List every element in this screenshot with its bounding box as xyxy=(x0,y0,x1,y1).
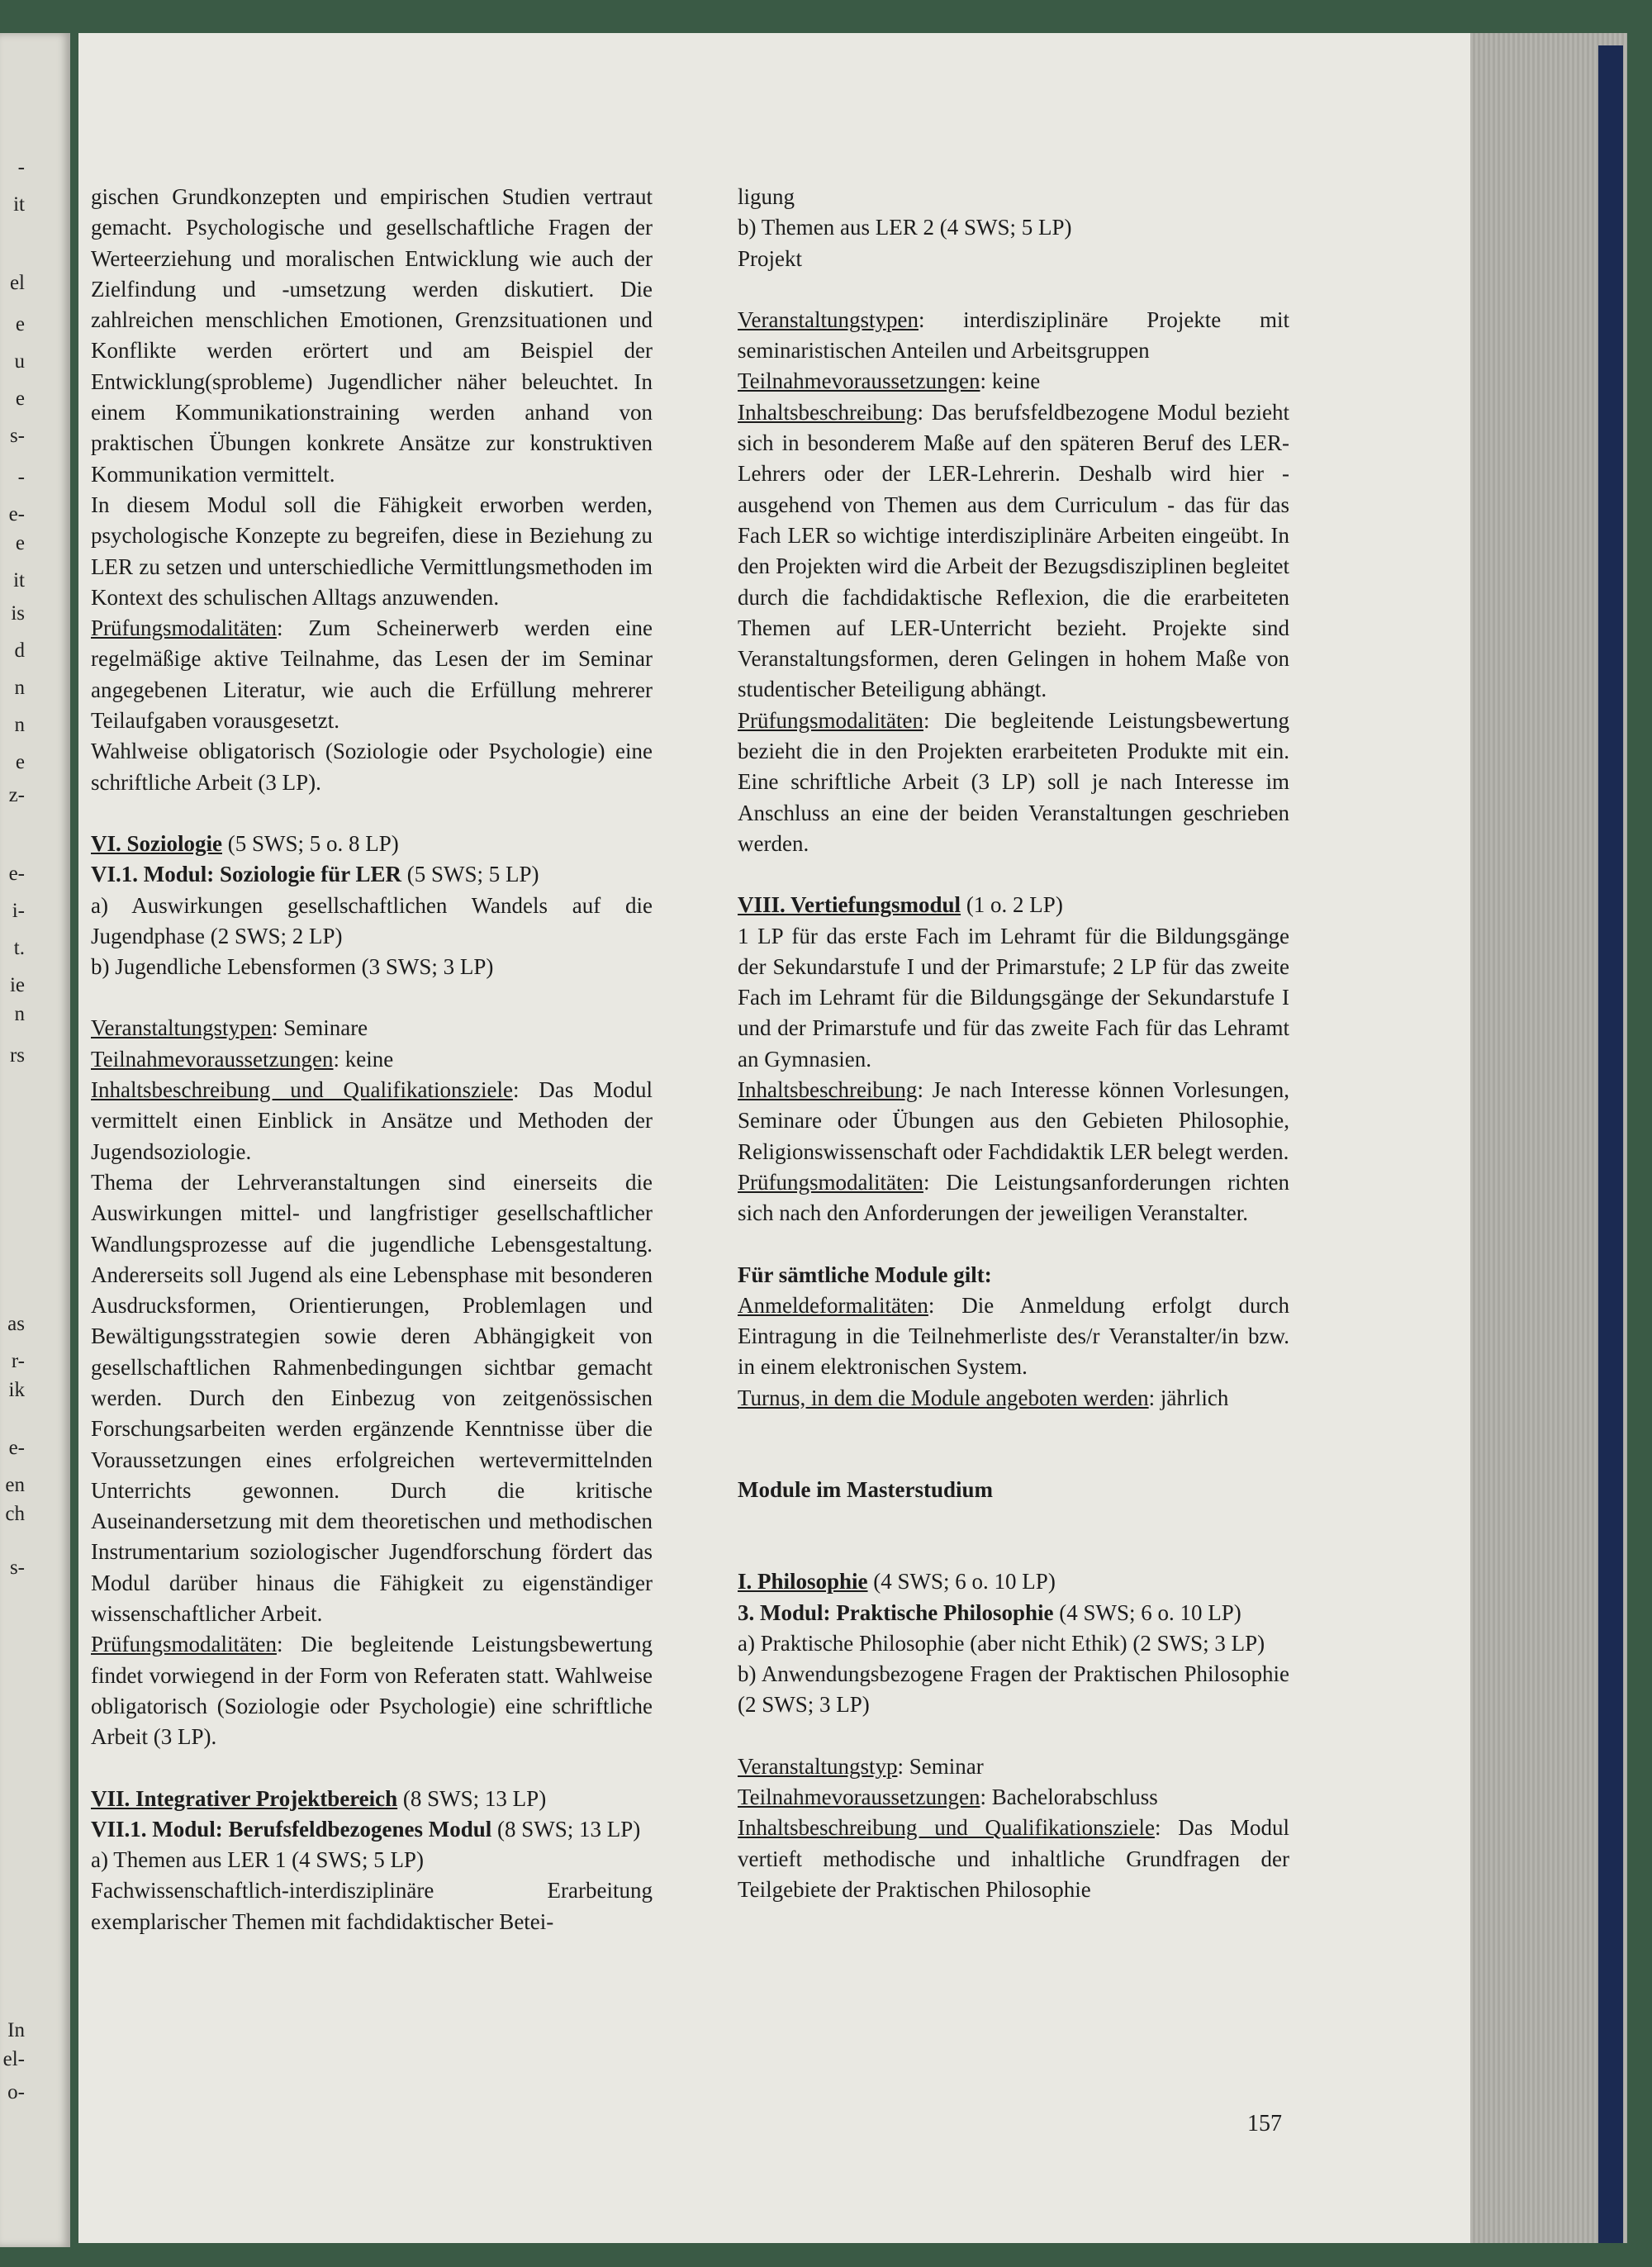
list-item: a) Themen aus LER 1 (4 SWS; 5 LP) xyxy=(91,1847,424,1873)
margin-fragment: n xyxy=(14,1003,25,1025)
list-item: a) Auswirkungen gesellschaftlichen Wandels auf die Jugendphase (2 SWS; 2 LP) xyxy=(91,892,653,948)
margin-fragment: el- xyxy=(2,2048,25,2070)
paragraph: Thema der Lehrveranstaltungen sind einerseits die Auswirkungen mittel- und langfristiger gesellschaftlicher Wandlungsprozesse auf die jugendliche Lebensgestaltung. Andererseits soll Jugend als eine Lebensphase mit besonderen Ausdrucksformen, Orientierungen, Problemlagen und Bewältigungsstrategien sowie deren Abhängigkeit von gesellschaftlichen Rahmenbedingungen sichtbar gemacht werden. Durch den Einbezug von zeitgenössischen Forschungsarbeiten werden ergänzende Kenntnisse über die Voraussetzungen eines erfolgreichen wertevermittelnden Unterrichts gewonnen. Durch die kritische Auseinandersetzung mit dem theoretischen und methodischen Instrumentarium soziologischer Jugendforschung fördert das Modul darüber hinaus die Fähigkeit zu eigenständiger wissenschaftlicher Arbeit. xyxy=(91,1169,653,1627)
page-number: 157 xyxy=(1247,2111,1282,2136)
left-column xyxy=(91,182,653,1937)
margin-fragment: r- xyxy=(11,1350,25,1372)
paragraph: Teilnahmevoraussetzungen: keine xyxy=(91,1046,394,1072)
module-heading: VII.1. Modul: Berufsfeldbezogenes Modul (8 SWS; 13 LP) xyxy=(91,1816,641,1842)
paragraph: Wahlweise obligatorisch (Soziologie oder Psychologie) eine schriftliche Arbeit (3 LP). xyxy=(91,739,653,795)
margin-fragment: d xyxy=(14,639,25,662)
left-page-edge xyxy=(0,33,70,2247)
paragraph: Teilnahmevoraussetzungen: keine xyxy=(738,368,1041,394)
book-cover-edge xyxy=(1598,45,1623,2243)
paragraph: gischen Grundkonzepten und empirischen Studien vertraut gemacht. Psychologische und gesellschaftliche Fragen der Werteerziehung und moralischen Entwicklung wie auch der Zielfindung und -umsetzung werden diskutiert. Die zahlreichen menschlichen Emotionen, Grenzsituationen und Konflikte werden erörtert und am Beispiel der Entwicklung(sprobleme) Jugendlicher näher beleuchtet. In einem Kommunikationstraining werden anhand von praktischen Übungen konkrete Ansätze zur konstruktiven Kommunikation vermittelt. xyxy=(91,184,653,487)
margin-fragment: n xyxy=(14,714,25,736)
margin-fragment: it xyxy=(13,569,25,592)
margin-fragment: e xyxy=(15,751,25,773)
list-item: b) Themen aus LER 2 (4 SWS; 5 LP) xyxy=(738,215,1072,240)
paragraph: Veranstaltungstyp: Seminar xyxy=(738,1753,984,1779)
paragraph: Teilnahmevoraussetzungen: Bachelorabschluss xyxy=(738,1785,1158,1810)
list-item: b) Anwendungsbezogene Fragen der Praktischen Philosophie (2 SWS; 3 LP) xyxy=(738,1661,1289,1718)
section-heading: VII. Integrativer Projektbereich (8 SWS; 13 LP) xyxy=(91,1785,547,1811)
margin-fragment: as xyxy=(7,1313,25,1335)
paragraph: Fachwissenschaftlich-interdisziplinäre Erarbeitung exemplarischer Themen mit fachdidaktischer Betei- xyxy=(91,1878,653,1934)
margin-fragment: el xyxy=(9,272,25,294)
list-item: b) Jugendliche Lebensformen (3 SWS; 3 LP) xyxy=(91,954,494,980)
section-heading: VIII. Vertiefungsmodul (1 o. 2 LP) xyxy=(738,892,1063,918)
margin-fragment: e- xyxy=(8,863,25,885)
margin-fragment: o- xyxy=(7,2081,25,2103)
margin-fragment: e- xyxy=(8,503,25,525)
margin-fragment: e xyxy=(15,313,25,335)
paragraph: 1 LP für das erste Fach im Lehramt für die Bildungsgänge der Sekundarstufe I und der Primarstufe; 2 LP für das zweite Fach im Lehramt für die Bildungsgänge der Sekundarstufe I und der Primarstufe und für das zweite Fach für das Lehramt an Gymnasien. xyxy=(738,923,1289,1072)
paragraph: Turnus, in dem die Module angeboten werden: jährlich xyxy=(738,1385,1229,1410)
margin-fragment: e- xyxy=(8,1437,25,1459)
margin-fragment: it xyxy=(13,193,25,216)
margin-fragment: ch xyxy=(5,1503,25,1525)
label-pruefungsmodalitaeten: Prüfungsmodalitäten xyxy=(91,615,277,641)
master-heading: Module im Masterstudium xyxy=(738,1476,993,1502)
margin-fragment: i- xyxy=(12,900,25,922)
paragraph: Anmeldeformalitäten: Die Anmeldung erfolgt durch Eintragung in die Teilnehmerliste des/r Veranstalter/in bzw. in einem elektronischen System. xyxy=(738,1292,1289,1380)
margin-fragment: n xyxy=(14,677,25,699)
section-heading: I. Philosophie (4 SWS; 6 o. 10 LP) xyxy=(738,1569,1056,1595)
paragraph: Inhaltsbeschreibung und Qualifikationsziele: Das Modul vermittelt einen Einblick in Ansätze und Methoden der Jugendsoziologie. xyxy=(91,1077,653,1164)
margin-fragment: e xyxy=(15,532,25,554)
module-heading: 3. Modul: Praktische Philosophie (4 SWS; 6 o. 10 LP) xyxy=(738,1599,1241,1625)
paragraph: ligung xyxy=(738,184,795,209)
margin-fragment: z- xyxy=(8,784,25,806)
margin-fragment: - xyxy=(17,466,25,488)
subheading: Für sämtliche Module gilt: xyxy=(738,1262,992,1287)
margin-fragment: In xyxy=(7,2019,25,2041)
paragraph: Projekt xyxy=(738,245,802,271)
paragraph: Inhaltsbeschreibung: Das berufsfeldbezogene Modul bezieht sich in besonderem Maße auf den späteren Beruf des LER-Lehrers oder der LER-Lehrerin. Deshalb wird hier - ausgehend von Themen aus dem Curriculum - das für das Fach LER so wichtige interdisziplinäre Arbeiten eingeübt. In den Projekten wird die Arbeit der Bezugsdisziplinen begleitet durch die fachdidaktische Reflexion, die die erarbeiteten Themen auf LER-Unterricht bezieht. Projekte sind Veranstaltungsformen, deren Gelingen in hohem Maße von studentischer Beteiligung abhängt. xyxy=(738,399,1289,702)
margin-fragment: ik xyxy=(8,1379,25,1401)
paragraph: In diesem Modul soll die Fähigkeit erworben werden, psychologische Konzepte zu begreifen, diese in Beziehung zu LER zu setzen und unterschiedliche Vermittlungsmethoden im Kontext des schulischen Alltags anzuwenden. xyxy=(91,492,653,610)
section-heading: VI. Soziologie (5 SWS; 5 o. 8 LP) xyxy=(91,830,399,856)
margin-fragment: e xyxy=(15,387,25,410)
list-item: a) Praktische Philosophie (aber nicht Ethik) (2 SWS; 3 LP) xyxy=(738,1630,1265,1656)
paragraph: Veranstaltungstypen: Seminare xyxy=(91,1015,368,1041)
margin-fragment: u xyxy=(14,350,25,373)
paragraph: Prüfungsmodalitäten: Die begleitende Leistungsbewertung findet vorwiegend in der Form von Referaten statt. Wahlweise obligatorisch (Soziologie oder Psychologie) eine schriftliche Arbeit (3 LP). xyxy=(91,1632,653,1750)
right-column xyxy=(738,182,1289,1905)
margin-fragment: t. xyxy=(13,937,25,959)
paragraph: Veranstaltungstypen: interdisziplinäre Projekte mit seminaristischen Anteilen und Arbeitsgruppen xyxy=(738,307,1289,364)
margin-fragment: rs xyxy=(9,1044,25,1067)
paragraph: Prüfungsmodalitäten: Die begleitende Leistungsbewertung bezieht die in den Projekten erarbeiteten Produkte mit ein. Eine schriftliche Arbeit (3 LP) soll je nach Interesse im Anschluss an eine der beiden Veranstaltungen geschrieben werden. xyxy=(738,707,1289,856)
margin-fragment: is xyxy=(11,602,25,625)
module-heading: VI.1. Modul: Soziologie für LER (5 SWS; 5 LP) xyxy=(91,862,539,887)
paragraph: Prüfungsmodalitäten: Zum Scheinerwerb werden eine regelmäßige aktive Teilnahme, das Lesen der im Seminar angegebenen Literatur, wie auch die Erfüllung mehrerer Teilaufgaben vorausgesetzt. xyxy=(91,615,653,734)
paragraph: Inhaltsbeschreibung und Qualifikationsziele: Das Modul vertieft methodische und inhaltliche Grundfragen der Teilgebiete der Praktischen Philosophie xyxy=(738,1815,1289,1902)
margin-fragment: s- xyxy=(9,1556,25,1579)
paragraph: Prüfungsmodalitäten: Die Leistungsanforderungen richten sich nach den Anforderungen der jeweiligen Veranstalter. xyxy=(738,1169,1289,1226)
margin-fragment: - xyxy=(17,156,25,178)
paragraph: Inhaltsbeschreibung: Je nach Interesse können Vorlesungen, Seminare oder Übungen aus den Gebieten Philosophie, Religionswissenschaft oder Fachdidaktik LER belegt werden. xyxy=(738,1077,1289,1164)
margin-fragment: ie xyxy=(9,974,25,996)
margin-fragment: s- xyxy=(9,425,25,447)
margin-fragment: en xyxy=(5,1474,25,1496)
